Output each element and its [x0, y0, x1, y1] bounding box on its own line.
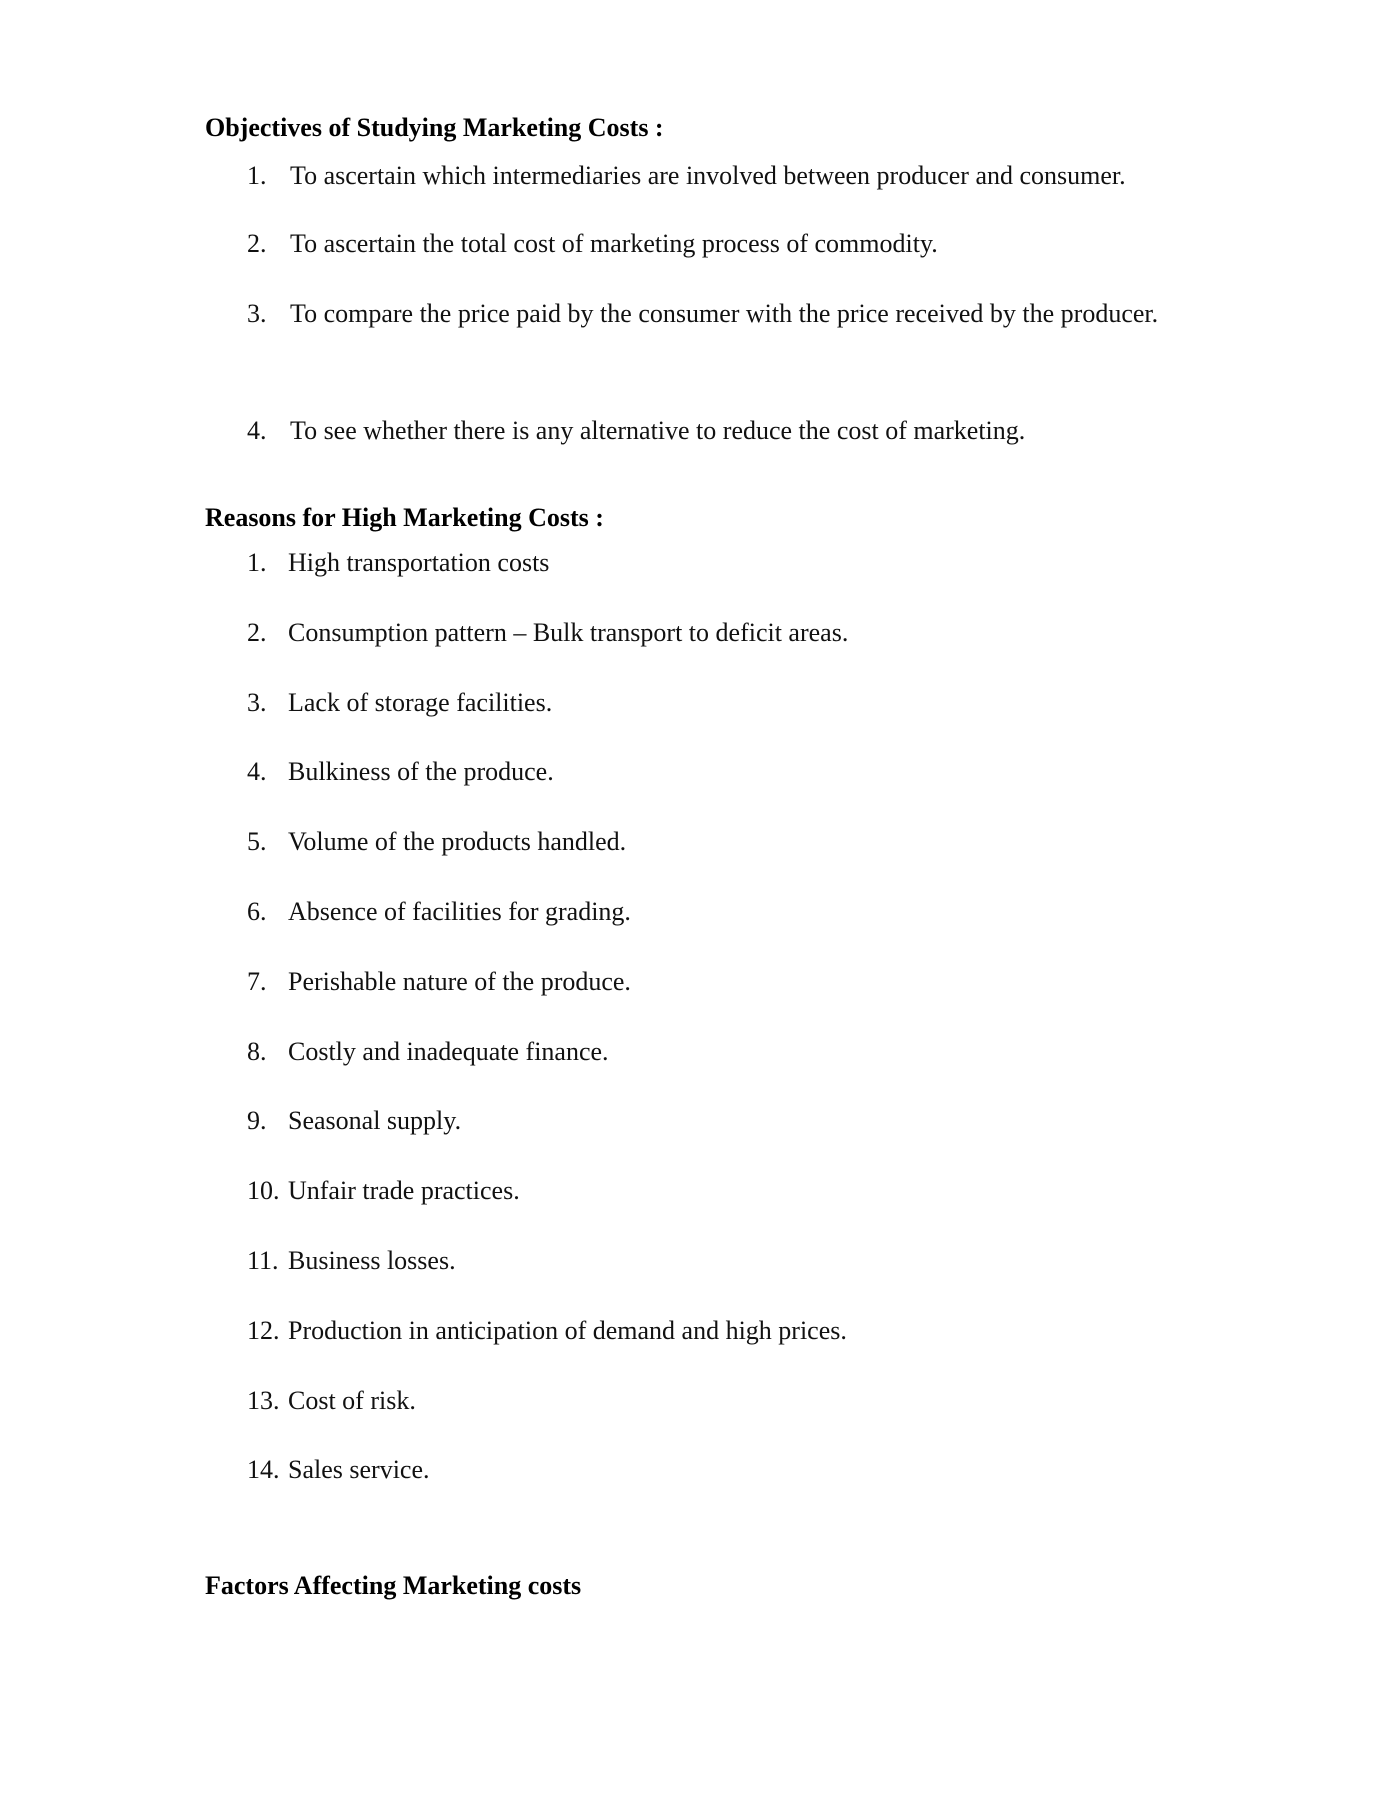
list-item-number: 1. — [247, 161, 267, 190]
list-item-number: 4. — [247, 757, 267, 787]
list-item-number: 12. — [247, 1315, 280, 1345]
list-item-text: Absence of facilities for grading. — [288, 897, 631, 926]
list-item-number: 2. — [247, 229, 267, 258]
section-heading-factors: Factors Affecting Marketing costs — [205, 1571, 582, 1600]
list-item-text: To compare the price paid by the consumer with the price received by the producer. — [290, 299, 1159, 328]
list-item-number: 1. — [247, 548, 267, 577]
list-item-number: 13. — [247, 1385, 280, 1415]
list-item-text: High transportation costs — [288, 548, 550, 577]
list-item-text: Lack of storage facilities. — [288, 687, 553, 717]
list-item-text: Business losses. — [288, 1246, 456, 1275]
list-item-text: Consumption pattern – Bulk transport to deficit areas. — [288, 617, 849, 647]
list-item-number: 3. — [247, 299, 267, 328]
list-item-number: 14. — [247, 1455, 280, 1485]
list-item-number: 4. — [247, 416, 267, 445]
list-item-text: Cost of risk. — [288, 1385, 416, 1415]
list-item-number: 10. — [247, 1176, 280, 1206]
list-item-text: To ascertain which intermediaries are involved between producer and consumer. — [290, 161, 1126, 190]
section-heading-reasons: Reasons for High Marketing Costs : — [205, 503, 604, 532]
list-item-number: 9. — [247, 1106, 267, 1136]
list-item-text: Unfair trade practices. — [288, 1176, 520, 1206]
list-item-text: Costly and inadequate finance. — [288, 1036, 609, 1066]
list-item-text: Volume of the products handled. — [288, 827, 627, 857]
list-item-text: To ascertain the total cost of marketing process of commodity. — [290, 229, 938, 258]
list-item-number: 2. — [247, 617, 267, 647]
list-item-number: 8. — [247, 1036, 267, 1066]
section-heading-objectives: Objectives of Studying Marketing Costs : — [205, 113, 664, 142]
list-item-text: Production in anticipation of demand and high prices. — [288, 1315, 847, 1345]
list-item-number: 7. — [247, 966, 267, 996]
list-item-text: Bulkiness of the produce. — [288, 757, 554, 787]
list-item-number: 3. — [247, 687, 267, 717]
list-item-number: 11. — [247, 1246, 279, 1275]
list-item-text: Sales service. — [288, 1455, 430, 1485]
list-item-text: Perishable nature of the produce. — [288, 966, 631, 996]
list-item-text: To see whether there is any alternative to reduce the cost of marketing. — [290, 416, 1026, 445]
list-item-text: Seasonal supply. — [288, 1106, 462, 1136]
list-item-number: 5. — [247, 827, 267, 857]
list-item-number: 6. — [247, 897, 267, 926]
